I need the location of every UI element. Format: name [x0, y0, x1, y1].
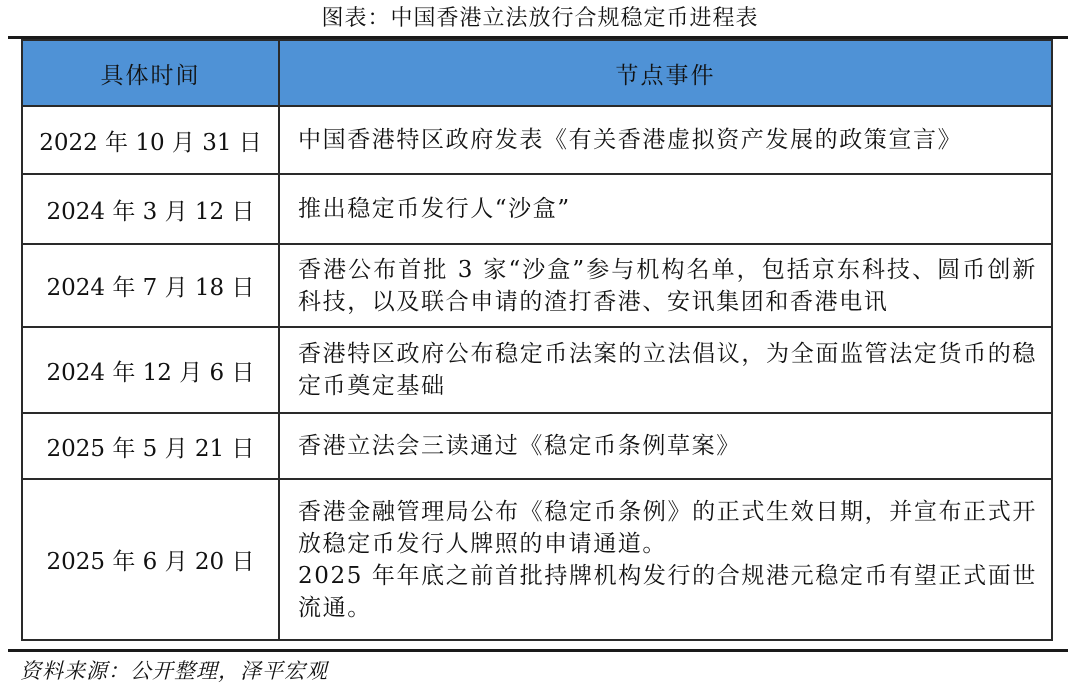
row-event: [279, 479, 1052, 640]
event-text: 香港特区政府公布稳定币法案的立法倡议，为全面监管法定货币的稳定币奠定基础: [298, 341, 1037, 399]
table-row: [22, 106, 1052, 174]
event-text: 2025 年年底之前首批持牌机构发行的合规港元稳定币有望正式面世流通。: [298, 562, 1037, 621]
row-event: [279, 327, 1052, 413]
timeline-table: [21, 39, 1053, 641]
row-event: [279, 174, 1052, 244]
event-text: 中国香港特区政府发表《有关香港虚拟资产发展的政策宣言》: [298, 127, 963, 153]
row-time: 2024 年 3 月 12 日: [22, 174, 279, 244]
event-text: 香港金融管理局公布《稳定币条例》的正式生效日期，并宣布正式开放稳定币发行人牌照的申请通道。: [298, 498, 1037, 557]
row-event: [279, 413, 1052, 479]
table-row: [22, 479, 1052, 640]
row-time: 2025 年 5 月 21 日: [22, 413, 279, 479]
row-time: 2025 年 6 月 20 日: [22, 479, 279, 640]
source-note: 资料来源：公开整理，泽平宏观: [20, 659, 328, 683]
row-event: [279, 106, 1052, 174]
header-time: 具体时间: [22, 40, 279, 106]
table-row: [22, 327, 1052, 413]
table-row: [22, 174, 1052, 244]
event-text: 香港立法会三读通过《稳定币条例草案》: [298, 433, 741, 459]
row-time: 2024 年 12 月 6 日: [22, 327, 279, 413]
table-row: [22, 413, 1052, 479]
table-row: [22, 244, 1052, 327]
event-text: 香港公布首批 3 家“沙盒”参与机构名单，包括京东科技、圆币创新科技，以及联合申请的渣打香港、安讯集团和香港电讯: [298, 256, 1037, 315]
row-time: 2024 年 7 月 18 日: [22, 244, 279, 327]
row-event: [279, 244, 1052, 327]
table-title: 图表：中国香港立法放行合规稳定币进程表: [321, 6, 759, 31]
header-event: 节点事件: [279, 40, 1052, 106]
event-text: 推出稳定币发行人“沙盒”: [298, 196, 571, 222]
row-time: 2022 年 10 月 31 日: [22, 106, 279, 174]
header-row: [22, 40, 1052, 106]
bottom-rule: [8, 649, 1068, 652]
